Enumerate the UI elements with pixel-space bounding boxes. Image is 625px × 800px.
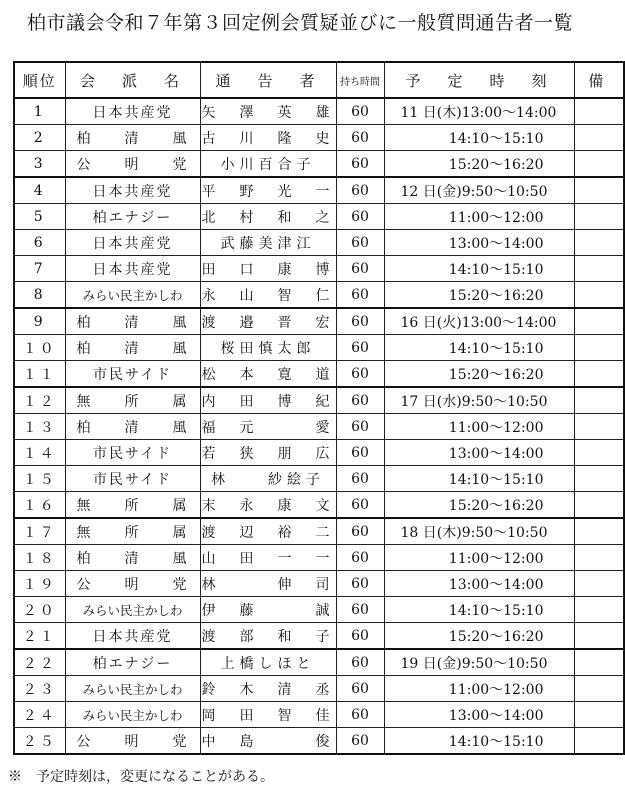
schedule-time: 9:50～10:50 — [461, 183, 548, 200]
table-row — [14, 728, 624, 755]
rank-cell: 5 — [14, 204, 65, 230]
minutes-cell: 60 — [336, 308, 384, 335]
party-cell: 市民サイド — [65, 440, 200, 466]
schedule-cell — [384, 492, 574, 519]
schedule-cell — [384, 728, 574, 755]
party-cell: 公 明 党 — [65, 571, 200, 597]
party-cell: みらい民主かしわ — [65, 282, 200, 309]
remarks-cell — [574, 545, 624, 571]
schedule-cell — [384, 545, 574, 571]
table-row — [14, 597, 624, 623]
minutes-cell: 60 — [336, 676, 384, 702]
table-header-row — [14, 62, 624, 98]
speaker-cell: 鈴 木 清 丞 — [200, 676, 336, 702]
header-remarks: 備 — [574, 62, 624, 98]
schedule-time: 11:00～12:00 — [448, 419, 544, 436]
party-cell: 公 明 党 — [65, 151, 200, 178]
schedule-cell — [384, 676, 574, 702]
table-row — [14, 151, 624, 178]
schedule-cell — [384, 125, 574, 151]
schedule-cell — [384, 440, 574, 466]
remarks-cell — [574, 151, 624, 178]
remarks-cell — [574, 414, 624, 440]
minutes-cell: 60 — [336, 466, 384, 492]
schedule-cell — [384, 414, 574, 440]
schedule-time: 9:50～10:50 — [461, 524, 548, 541]
schedule-cell — [384, 98, 574, 125]
speaker-cell: 平 野 光 一 — [200, 177, 336, 204]
speaker-cell: 松 本 寛 道 — [200, 361, 336, 388]
minutes-cell: 60 — [336, 702, 384, 728]
table-row — [14, 230, 624, 256]
minutes-cell: 60 — [336, 597, 384, 623]
rank-cell: １３ — [14, 414, 65, 440]
schedule-time: 9:50～10:50 — [461, 393, 548, 410]
schedule-cell — [384, 204, 574, 230]
schedule-cell — [384, 308, 574, 335]
table-row — [14, 518, 624, 545]
table-row — [14, 414, 624, 440]
speaker-cell: 林 紗絵子 — [200, 466, 336, 492]
table-row — [14, 98, 624, 125]
speaker-cell: 福 元 愛 — [200, 414, 336, 440]
speaker-cell: 岡 田 智 佳 — [200, 702, 336, 728]
schedule-time: 15:20～16:20 — [448, 497, 544, 514]
speaker-cell: 永 山 智 仁 — [200, 282, 336, 309]
minutes-cell: 60 — [336, 230, 384, 256]
party-cell: みらい民主かしわ — [65, 702, 200, 728]
table-row — [14, 361, 624, 388]
table-row — [14, 571, 624, 597]
minutes-cell: 60 — [336, 151, 384, 178]
rank-cell: 3 — [14, 151, 65, 178]
rank-cell: １６ — [14, 492, 65, 519]
speaker-cell: 桜田慎太郎 — [200, 335, 336, 361]
remarks-cell — [574, 702, 624, 728]
party-cell: 柏 清 風 — [65, 335, 200, 361]
table-row — [14, 177, 624, 204]
table-row — [14, 649, 624, 676]
speaker-cell: 中 島 俊 — [200, 728, 336, 755]
party-cell: 柏 清 風 — [65, 125, 200, 151]
speaker-cell: 山 田 一 一 — [200, 545, 336, 571]
minutes-cell: 60 — [336, 177, 384, 204]
schedule-day: 18 日(木) — [400, 524, 462, 541]
rank-cell: 6 — [14, 230, 65, 256]
minutes-cell: 60 — [336, 728, 384, 755]
schedule-cell — [384, 518, 574, 545]
speaker-cell: 内 田 博 紀 — [200, 387, 336, 414]
rank-cell: 8 — [14, 282, 65, 309]
table-row — [14, 256, 624, 282]
remarks-cell — [574, 256, 624, 282]
table-row — [14, 125, 624, 151]
minutes-cell: 60 — [336, 623, 384, 650]
speaker-cell: 渡 部 和 子 — [200, 623, 336, 650]
minutes-cell: 60 — [336, 571, 384, 597]
remarks-cell — [574, 335, 624, 361]
schedule-cell — [384, 597, 574, 623]
schedule-time: 14:10～15:10 — [448, 130, 544, 147]
minutes-cell: 60 — [336, 545, 384, 571]
table-row — [14, 466, 624, 492]
remarks-cell — [574, 440, 624, 466]
rank-cell: １８ — [14, 545, 65, 571]
footnote: ※ 予定時刻は，変更になることがある。 — [8, 769, 274, 785]
table-row — [14, 702, 624, 728]
remarks-cell — [574, 177, 624, 204]
schedule-time: 13:00～14:00 — [461, 314, 557, 331]
schedule-cell — [384, 361, 574, 388]
remarks-cell — [574, 466, 624, 492]
table-row — [14, 204, 624, 230]
party-cell: 柏 清 風 — [65, 545, 200, 571]
header-schedule: 予 定 時 刻 — [384, 62, 574, 98]
speaker-cell: 武藤美津江 — [200, 230, 336, 256]
rank-cell: １７ — [14, 518, 65, 545]
minutes-cell: 60 — [336, 125, 384, 151]
schedule-time: 14:10～15:10 — [448, 733, 544, 750]
minutes-cell: 60 — [336, 414, 384, 440]
schedule-cell — [384, 151, 574, 178]
schedule-cell — [384, 177, 574, 204]
schedule-day: 19 日(金) — [400, 655, 462, 672]
schedule-time: 13:00～14:00 — [461, 104, 557, 121]
schedule-time: 13:00～14:00 — [448, 445, 544, 462]
schedule-cell — [384, 571, 574, 597]
party-cell: 無 所 属 — [65, 387, 200, 414]
schedule-cell — [384, 387, 574, 414]
table-row — [14, 335, 624, 361]
remarks-cell — [574, 98, 624, 125]
party-cell: 無 所 属 — [65, 492, 200, 519]
schedule-time: 13:00～14:00 — [448, 235, 544, 252]
remarks-cell — [574, 387, 624, 414]
minutes-cell: 60 — [336, 492, 384, 519]
remarks-cell — [574, 623, 624, 650]
minutes-cell: 60 — [336, 256, 384, 282]
schedule-time: 14:10～15:10 — [448, 261, 544, 278]
minutes-cell: 60 — [336, 518, 384, 545]
party-cell: 日本共産党 — [65, 177, 200, 204]
minutes-cell: 60 — [336, 98, 384, 125]
minutes-cell: 60 — [336, 282, 384, 309]
minutes-cell: 60 — [336, 335, 384, 361]
remarks-cell — [574, 125, 624, 151]
schedule-cell — [384, 623, 574, 650]
minutes-cell: 60 — [336, 204, 384, 230]
schedule-time: 11:00～12:00 — [448, 550, 544, 567]
schedule-cell — [384, 702, 574, 728]
remarks-cell — [574, 204, 624, 230]
page-title: 柏市議会令和７年第３回定例会質疑並びに一般質問通告者一覧 — [26, 12, 573, 34]
remarks-cell — [574, 492, 624, 519]
speaker-cell: 上橋しほと — [200, 649, 336, 676]
table-row — [14, 545, 624, 571]
schedule-time: 15:20～16:20 — [448, 366, 544, 383]
schedule-time: 14:10～15:10 — [448, 602, 544, 619]
speaker-table — [13, 61, 625, 755]
party-cell: 日本共産党 — [65, 98, 200, 125]
remarks-cell — [574, 728, 624, 755]
party-cell: 柏 清 風 — [65, 308, 200, 335]
remarks-cell — [574, 308, 624, 335]
schedule-time: 15:20～16:20 — [448, 287, 544, 304]
table-row — [14, 492, 624, 519]
rank-cell: 2 — [14, 125, 65, 151]
party-cell: みらい民主かしわ — [65, 676, 200, 702]
speaker-cell: 若 狭 朋 広 — [200, 440, 336, 466]
party-cell: みらい民主かしわ — [65, 597, 200, 623]
rank-cell: ２５ — [14, 728, 65, 755]
speaker-cell: 末 永 康 文 — [200, 492, 336, 519]
rank-cell: １４ — [14, 440, 65, 466]
party-cell: 日本共産党 — [65, 230, 200, 256]
party-cell: 日本共産党 — [65, 256, 200, 282]
party-cell: 市民サイド — [65, 361, 200, 388]
remarks-cell — [574, 649, 624, 676]
remarks-cell — [574, 282, 624, 309]
party-cell: 柏 清 風 — [65, 414, 200, 440]
party-cell: 公 明 党 — [65, 728, 200, 755]
table-row — [14, 387, 624, 414]
schedule-day: 11 日(木) — [400, 104, 462, 121]
schedule-day: 17 日(水) — [400, 393, 462, 410]
party-cell: 無 所 属 — [65, 518, 200, 545]
rank-cell: ２０ — [14, 597, 65, 623]
table-row — [14, 676, 624, 702]
party-cell: 柏エナジー — [65, 204, 200, 230]
header-minutes: 持ち時間 — [336, 62, 384, 98]
header-party: 会 派 名 — [65, 62, 200, 98]
minutes-cell: 60 — [336, 440, 384, 466]
rank-cell: １０ — [14, 335, 65, 361]
remarks-cell — [574, 676, 624, 702]
schedule-time: 14:10～15:10 — [448, 340, 544, 357]
rank-cell: １９ — [14, 571, 65, 597]
speaker-cell: 古 川 隆 史 — [200, 125, 336, 151]
schedule-day: 12 日(金) — [400, 183, 462, 200]
table-row — [14, 308, 624, 335]
speaker-cell: 北 村 和 之 — [200, 204, 336, 230]
rank-cell: 9 — [14, 308, 65, 335]
schedule-time: 11:00～12:00 — [448, 209, 544, 226]
remarks-cell — [574, 571, 624, 597]
rank-cell: ２３ — [14, 676, 65, 702]
speaker-cell: 渡 邉 晋 宏 — [200, 308, 336, 335]
schedule-time: 15:20～16:20 — [448, 156, 544, 173]
rank-cell: ２２ — [14, 649, 65, 676]
remarks-cell — [574, 230, 624, 256]
remarks-cell — [574, 597, 624, 623]
rank-cell: 4 — [14, 177, 65, 204]
party-cell: 柏エナジー — [65, 649, 200, 676]
speaker-cell: 渡 辺 裕 二 — [200, 518, 336, 545]
table-row — [14, 282, 624, 309]
schedule-cell — [384, 335, 574, 361]
party-cell: 日本共産党 — [65, 623, 200, 650]
schedule-cell — [384, 256, 574, 282]
remarks-cell — [574, 361, 624, 388]
schedule-time: 9:50～10:50 — [461, 655, 548, 672]
rank-cell: １１ — [14, 361, 65, 388]
schedule-cell — [384, 282, 574, 309]
schedule-time: 14:10～15:10 — [448, 471, 544, 488]
party-cell: 市民サイド — [65, 466, 200, 492]
schedule-cell — [384, 230, 574, 256]
speaker-cell: 田 口 康 博 — [200, 256, 336, 282]
remarks-cell — [574, 518, 624, 545]
speaker-cell: 小川百合子 — [200, 151, 336, 178]
speaker-cell: 矢 澤 英 雄 — [200, 98, 336, 125]
table-row — [14, 440, 624, 466]
rank-cell: ２１ — [14, 623, 65, 650]
speaker-cell: 林 伸 司 — [200, 571, 336, 597]
schedule-time: 13:00～14:00 — [448, 576, 544, 593]
schedule-day: 16 日(火) — [400, 314, 462, 331]
rank-cell: ２４ — [14, 702, 65, 728]
schedule-time: 15:20～16:20 — [448, 628, 544, 645]
schedule-time: 11:00～12:00 — [448, 681, 544, 698]
header-speaker: 通 告 者 — [200, 62, 336, 98]
rank-cell: １５ — [14, 466, 65, 492]
minutes-cell: 60 — [336, 649, 384, 676]
schedule-cell — [384, 466, 574, 492]
table-row — [14, 623, 624, 650]
rank-cell: 1 — [14, 98, 65, 125]
rank-cell: 7 — [14, 256, 65, 282]
schedule-cell — [384, 649, 574, 676]
speaker-cell: 伊 藤 誠 — [200, 597, 336, 623]
rank-cell: １２ — [14, 387, 65, 414]
header-rank: 順位 — [14, 62, 65, 98]
schedule-time: 13:00～14:00 — [448, 707, 544, 724]
minutes-cell: 60 — [336, 387, 384, 414]
minutes-cell: 60 — [336, 361, 384, 388]
